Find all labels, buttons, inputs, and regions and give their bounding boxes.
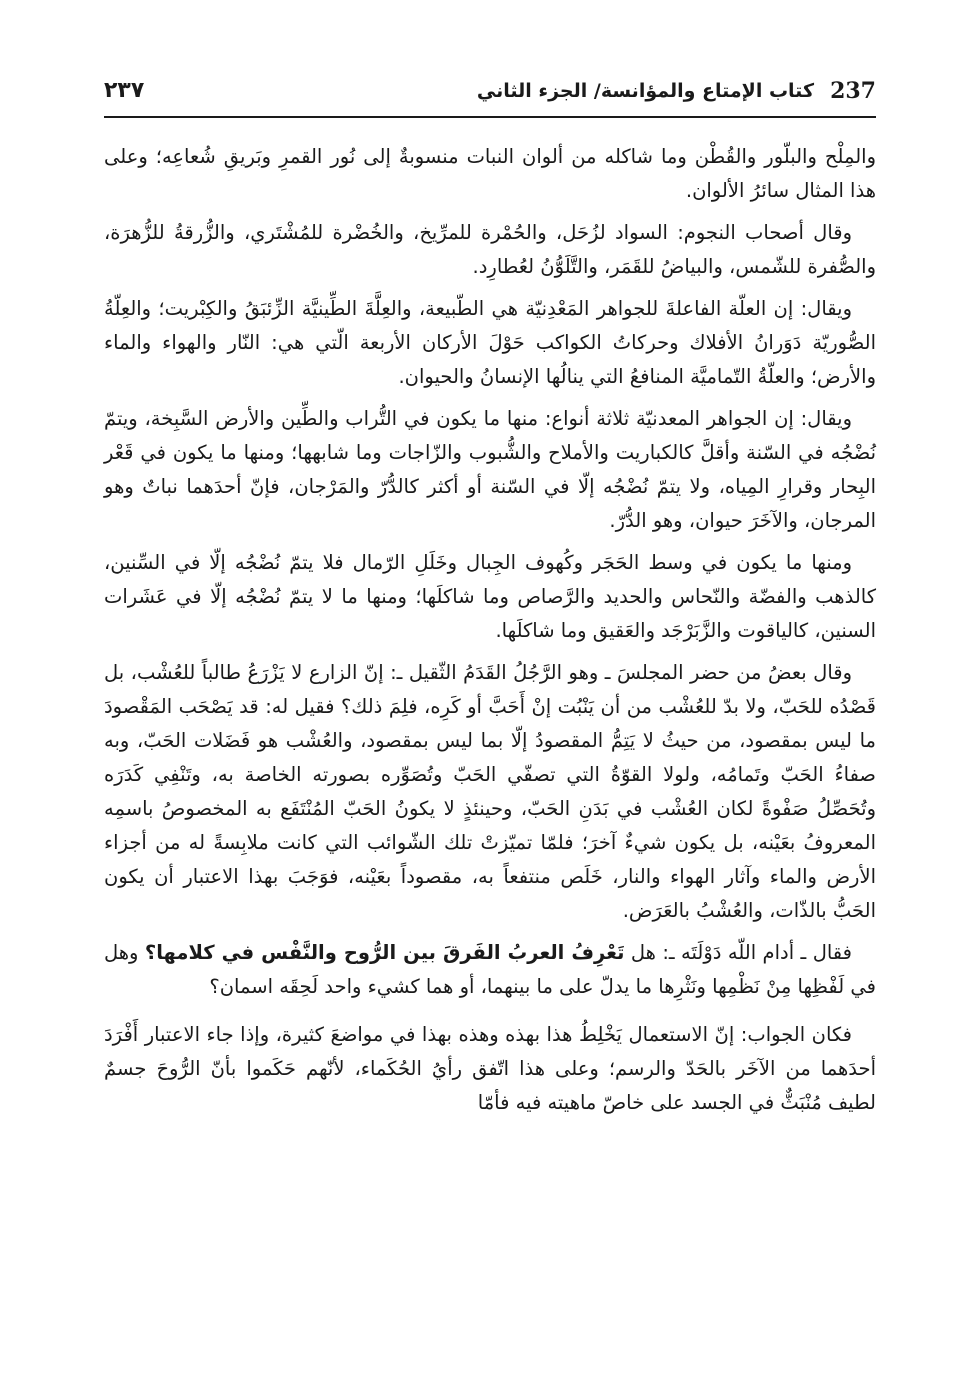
paragraph: ومنها ما يكون في وسط الحَجَر وكُهوف الجِبال وخَلَلِ الرّمال فلا يتمّ نُضْجُه إلّا في السِّنين، كالذهب والفضّة والنّحاس والحديد والرَّصاص وما شاكلَها؛ ومنها ما لا يتمّ نُضْجُه إلّا في عَشَرات السنين، كالياقوت والزَّبَرْجَد والعَقيق وما شاكلَها. xyxy=(104,551,876,642)
page-number-latin: 237 xyxy=(830,78,876,104)
running-title: كتاب الإمتاع والمؤانسة/ الجزء الثاني xyxy=(476,80,814,102)
answer-paragraph: فكان الجواب: إنّ الاستعمال يَخْلِطُ هذا بهذه وهذه بهذا في مواضعَ كثيرة، وإذا جاء الاعتبار أَفْرَدَ أحدَهما من الآخَر بالحَدّ والرسم؛ وعلى هذا اتّفق رأيُ الحُكَماء، لأنّهم حَكَموا بأنّ الرُّوحَ جسمٌ لطيف مُنْبَثٌّ في الجسد على خاصّ ماهيته فيه فأمّا xyxy=(104,1023,876,1114)
paragraph: ويقال: إن العلّة الفاعلةَ للجواهر المَعْدِنيّة هي الطّبيعة، والعِلَّةَ الطِّينيَّة الزِّئبَقُ والكِبْريت؛ والعِلّةُ الصُّوريّة دَوَرانُ الأفلاك وحركاتُ الكواكب حَوْلَ الأركان الأربعة الّتي هي: النّار والهواء والماء والأرض؛ والعلّةُ التّماميَّة المنافعُ التي ينالُها الإنسانُ والحيوان. xyxy=(104,297,876,388)
paragraph: وقال أصحاب النجوم: السواد لزُحَل، والحُمْرة للمرِّيخ، والخُضْرة للمُشْتَري، والزُّرقةُ للزُّهرَة، والصُّفرة للشّمس، والبياضُ للقَمَر، والتَّلَوُّنُ لعُطارِد. xyxy=(104,221,876,278)
page-body xyxy=(104,140,876,1128)
paragraph: والمِلْح والبلّور والقُطْن وما شاكله من ألوان النبات منسوبةٌ إلى نُور القمرِ وبَريقِ شُعاعِه؛ وعلى هذا المثال سائرُ الألوان. xyxy=(104,145,876,202)
question-prefix: فقال ـ أدام اللّه دَوْلَتَه ـ: هل xyxy=(624,941,852,964)
question-rest: وهل في لَفْظِها مِنْ نَظْمِها ونَثْرِها ما يدلّ على ما بينهما، أو هما كشيء واحد لَحِقَه اسمان؟ xyxy=(104,941,876,998)
page-header xyxy=(104,74,876,112)
paragraph: ويقال: إن الجواهر المعدنيّة ثلاثة أنواع: منها ما يكون في التُّراب والطِّين والأرض السَّبِخة، ويتمّ نُضْجُه في السّنة وأقلَّ كالكباريت والأملاح والشُّبوب والزّاجات وما شابهها؛ ومنها ما يكون في قَعْر البِحار وقرارِ المِياه، ولا يتمّ نُضْجُه إلّا في السّنة أو أكثر كالدُّرّ والمَرْجان، فإنّ أحدَهما نباتٌ وهو المرجان، والآخَرَ حيوان، وهو الدُّرّ. xyxy=(104,407,876,532)
page-number-arabic: ٢٣٧ xyxy=(104,78,145,103)
question-paragraph xyxy=(104,936,876,1004)
header-rule xyxy=(104,116,876,118)
question-bold: تَعْرِفُ العربُ الفَرقَ بين الرُّوح والنَّفْس في كلامها؟ xyxy=(144,941,625,964)
paragraph: وقال بعضُ من حضر المجلسَ ـ وهو الرَّجُلُ القَدَمُ الثّقيل ـ: إنّ الزارع لا يَزْرَعُ طالباً للعُشْب، بل قَصْدُه للحَبّ، ولا بدّ للعُشْب من أن يَنْبُت إنْ أَحَبَّ أو كَرِه، فلِمَ ذلك؟ فقيل له: قد يَصْحَب المَقْصودَ ما ليس بمقصود، من حيثُ لا يَتِمُّ المقصودُ إلّا بما ليس بمقصود، والعُشْب هو فَضَلات الحَبّ، وبه صفاءُ الحَبّ وتَمامُه، ولولا القوّةُ التي تصفّي الحَبّ وتُصَوِّره بصورته الخاصة به، وتَنْفِي كَدَرَه وتُحَصِّلُ صَفْوةً لكان العُشْب في بَدَنِ الحَبّ، وحينئذٍ لا يكونُ الحَبّ المُنْتَفَع به المخصوصُ باسمِه المعروفُ بعَيْنه، بل يكون شيءٌ آخرَ؛ فلمّا تميّزتْ تلك الشّوائب التي كانت ملابِسةً له من أجزاء الأرض والماء وآثار الهواء والنار، خَلَص منتفعاً به، مقصوداً بعَيْنه، فوَجَبَ بهذا الاعتبار أن يكون الحَبُّ بالذّات، والعُشْبُ بالعَرَض. xyxy=(104,661,876,922)
